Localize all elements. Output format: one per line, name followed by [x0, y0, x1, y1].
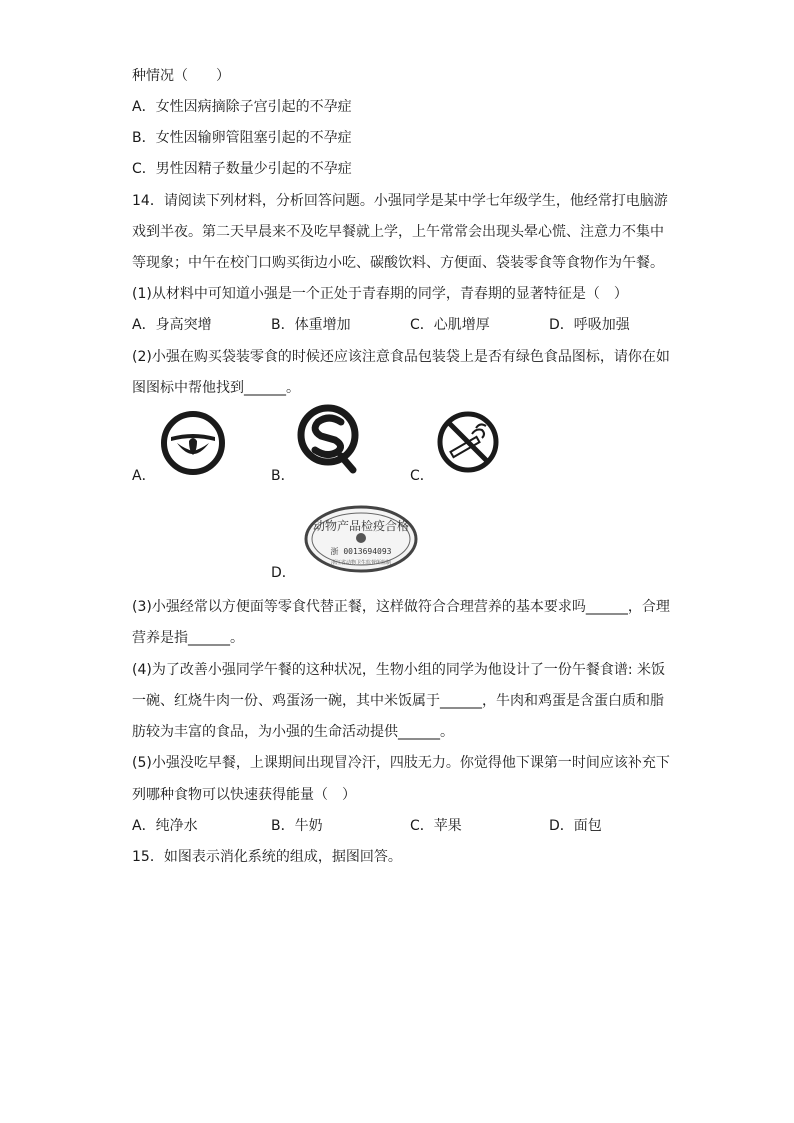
logo-label-a: A． [132, 468, 156, 484]
stamp-title: 动物产品检疫合格 [312, 519, 410, 533]
q14-sub1-question: (1)从材料中可知道小强是一个正处于青春期的同学，青春期的显著特征是（ ） [132, 286, 628, 302]
q14-sub1-option-a: A．身高突增 [132, 317, 212, 333]
stamp-issuer: 浙江省动物卫生监督所监制 [330, 560, 392, 566]
q14-sub1-option-b: B．体重增加 [271, 317, 351, 333]
q13-stem-tail: 种情况（ ） [132, 68, 230, 84]
q14-sub3-line-2: 营养是指______。 [132, 630, 244, 646]
q14-sub5-option-c: C．苹果 [410, 818, 462, 834]
q13-option-c: C．男性因精子数量少引起的不孕症 [132, 161, 352, 177]
q14-sub5-line-2: 列哪种食物可以快速获得能量（ ） [132, 787, 356, 803]
q15-stem: 15．如图表示消化系统的组成，据图回答。 [132, 849, 402, 865]
q14-sub5-option-d: D．面包 [549, 818, 602, 834]
q13-option-a: A．女性因病摘除子宫引起的不孕症 [132, 99, 352, 115]
qs-mark-logo [297, 404, 359, 478]
q14-intro-line-2: 戏到半夜。第二天早晨来不及吃早餐就上学，上午常常会出现头晕心慌、注意力不集中 [132, 224, 664, 240]
q14-sub2-question-line-2: 图图标中帮他找到______。 [132, 380, 300, 396]
logo-label-c: C． [410, 468, 434, 484]
stamp-number: 浙 0013694093 [330, 547, 392, 556]
q14-sub1-option-d: D．呼吸加强 [549, 317, 630, 333]
logo-label-b: B． [271, 468, 295, 484]
q14-sub3-line-1: (3)小强经常以方便面等零食代替正餐，这样做符合合理营养的基本要求吗______，合理 [132, 599, 670, 615]
q14-sub1-option-c: C．心肌增厚 [410, 317, 490, 333]
q14-sub4-line-2: 一碗、红烧牛肉一份、鸡蛋汤一碗，其中米饭属于______，牛肉和鸡蛋是含蛋白质和脂 [132, 693, 664, 709]
green-food-logo [161, 411, 225, 479]
q14-sub2-question-line-1: (2)小强在购买袋装零食的时候还应该注意食品包装袋上是否有绿色食品图标，请你在如 [132, 349, 670, 365]
no-smoking-icon [436, 410, 500, 478]
q13-option-b: B．女性因输卵管阻塞引起的不孕症 [132, 130, 352, 146]
q14-sub5-option-b: B．牛奶 [271, 818, 323, 834]
q14-sub4-line-3: 肪较为丰富的食品，为小强的生命活动提供______。 [132, 724, 454, 740]
q14-sub5-option-a: A．纯净水 [132, 818, 198, 834]
q14-intro-line-1: 14．请阅读下列材料，分析回答问题。小强同学是某中学七年级学生，他经常打电脑游 [132, 193, 668, 209]
animal-quarantine-stamp [303, 504, 419, 578]
q14-sub4-line-1: (4)为了改善小强同学午餐的这种状况，生物小组的同学为他设计了一份午餐食谱: 米饭 [132, 662, 665, 678]
q14-intro-line-3: 等现象；中午在校门口购买街边小吃、碳酸饮料、方便面、袋装零食等食物作为午餐。 [132, 255, 664, 271]
logo-label-d: D． [271, 565, 296, 581]
q14-sub5-line-1: (5)小强没吃早餐，上课期间出现冒冷汗，四肢无力。你觉得他下课第一时间应该补充下 [132, 755, 670, 771]
